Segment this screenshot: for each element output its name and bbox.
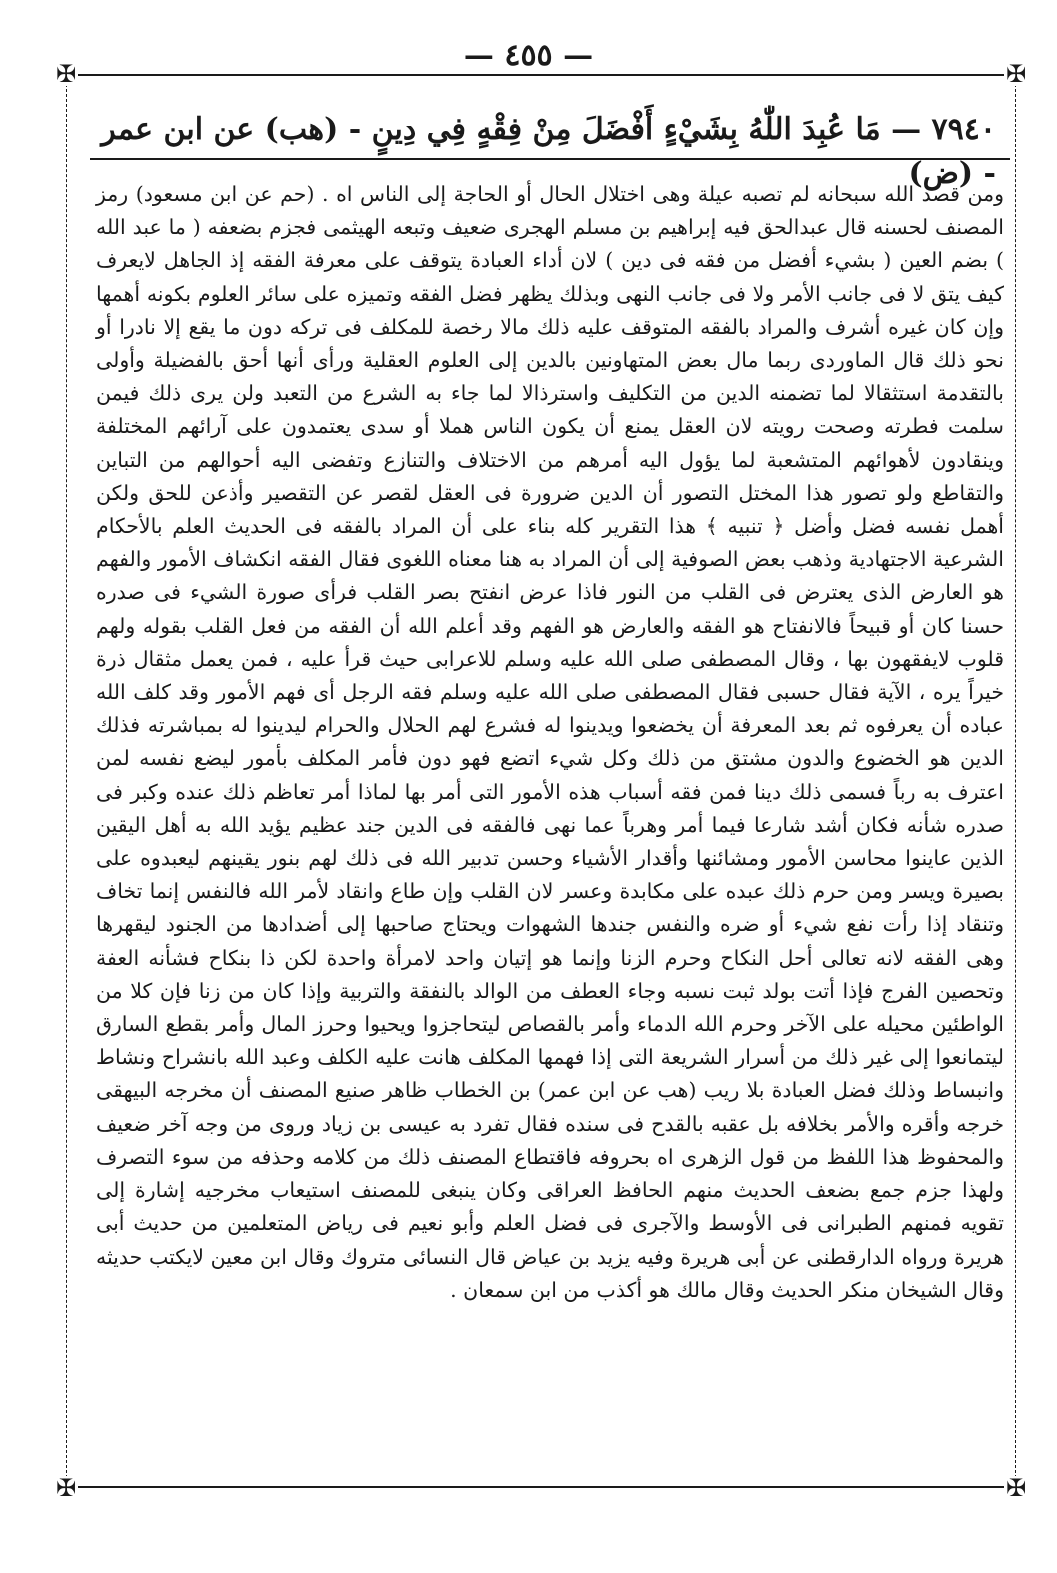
page-number: — ٤٥٥ — (463, 38, 594, 73)
corner-ornament-icon: ✠ (1005, 60, 1027, 88)
section-divider (90, 158, 1010, 160)
commentary-text: ومن قصد الله سبحانه لم تصبه عيلة وهى اختلال الحال أو الحاجة إلى الناس اه . (حم عن ابن مسعود) رمز المصنف لحسنه قال عبدالحق فيه إبراهيم بن مسلم الهجرى ضعيف وتبعه الهيثمى فجزم بضعفه ( ما عبد الله ) بضم العين ( بشيء أفضل من فقه فى دين ) لان أداء العبادة يتوقف على معرفة الفقه إذ الجاهل لايعرف كيف يتق لا فى جانب الأمر ولا فى جانب النهى وبذلك يظهر فضل الفقه وتميزه على سائر العلوم بكونه أهمها وإن كان غيره أشرف والمراد بالفقه المتوقف عليه ذلك مالا رخصة للمكلف فى تركه دون ما يقع إلا نادرا أو نحو ذلك قال الماوردى ربما مال بعض المتهاونين بالدين إلى العلوم العقلية ورأى أنها أحق بالفضيلة وأولى بالتقدمة استثقالا لما تضمنه الدين من التكليف واسترذالا لما جاء به الشرع من التعبد ولن يرى ذلك فيمن سلمت فطرته وصحت رويته لان العقل يمنع أن يكون الناس هملا أو سدى يعتمدون على آرائهم المختلفة وينقادون لأهوائهم المتشعبة لما يؤول اليه أمرهم من الاختلاف والتنازع وتفضى اليه أحوالهم من التباين والتقاطع ولو تصور هذا المختل التصور أن الدين ضرورة فى العقل لقصر عن التقصير وأذعن للحق ولكن أهمل نفسه فضل وأضل ﴿ تنبيه ﴾ هذا التقرير كله بناء على أن المراد بالفقه فى الحديث العلم بالأحكام الشرعية الاجتهادية وذهب بعض الصوفية إلى أن المراد به هنا معناه اللغوى فقال الفقه انكشاف الأمور والفهم هو العارض الذى يعترض فى القلب من النور فاذا عرض انفتح بصر القلب فرأى صورة الشيء فى صدره حسنا كان أو قبيحاً فالانفتاح هو الفقه والعارض هو الفهم وقد أعلم الله أن الفقه من فعل القلب بقوله ولهم قلوب لايفقهون بها ، وقال المصطفى صلى الله عليه وسلم للاعرابى حيث قرأ عليه ، فمن يعمل مثقال ذرة خيراً يره ، الآية فقال حسبى فقال المصطفى صلى الله عليه وسلم فقه الرجل أى فهم الأمور وقد كلف الله عباده أن يعرفوه ثم بعد المعرفة أن يخضعوا ويدينوا له فشرع لهم الحلال والحرام ليدينوا له بمباشرته فذلك الدين هو الخضوع والدون مشتق من ذلك وكل شيء اتضع فهو دون فأمر المكلف بأمور ليضع نفسه لمن اعترف به رباً فسمى ذلك دينا فمن فقه أسباب هذه الأمور التى أمر بها لماذا أمر تعاظم ذلك عنده وكبر فى صدره شأنه فكان أشد شارعا فيما أمر وهرباً عما نهى فالفقه فى الدين جند عظيم يؤيد الله به أهل اليقين الذين عاينوا محاسن الأمور ومشائنها وأقدار الأشياء وحسن تدبير الله فى ذلك لهم بنور يقينهم ليعبدوه على بصيرة ويسر ومن حرم ذلك عبده على مكابدة وعسر لان القلب وإن طاع وانقاد لأمر الله فالنفس إنما تخاف وتنقاد إذا رأت نفع شيء أو ضره والنفس جندها الشهوات ويحتاج صاحبها إلى أضدادها من الجنود ليقهرها وهى الفقه لانه تعالى أحل النكاح وحرم الزنا وإنما هو إتيان واحد لامرأة واحدة لكن ذا بنكاح فشأنه العفة وتحصين الفرج فإذا أتت بولد ثبت نسبه وجاء العطف من الوالد بالنفقة والتربية وإذا كان من زنا فإن كلا من الواطئين محيله على الآخر وحرم الله الدماء وأمر بالقصاص ليتحاجزوا ويحيوا وحرز المال وأمر بقطع السارق ليتمانعوا إلى غير ذلك من أسرار الشريعة التى إذا فهمها المكلف هانت عليه الكلف وعبد الله بانشراح ونشاط وانبساط وذلك فضل العبادة بلا ريب (هب عن ابن عمر) بن الخطاب ظاهر صنيع المصنف أن مخرجه البيهقى خرجه وأقره والأمر بخلافه بل عقبه بالقدح فى سنده فقال تفرد به عيسى بن زياد وروى من وجه آخر ضعيف والمحفوظ هذا اللفظ من قول الزهرى اه بحروفه فاقتطاع المصنف ذلك من كلامه وحذفه من سوء التصرف ولهذا جزم جمع بضعف الحديث منهم الحافظ العراقى وكان ينبغى للمصنف استيعاب مخرجيه إشارة إلى تقويه فمنهم الطبرانى فى الأوسط والآجرى فى فضل العلم وأبو نعيم فى رياض المتعلمين من حديث أبى هريرة ورواه الدارقطنى عن أبى هريرة وفيه يزيد بن عياض قال النسائى متروك وقال ابن معين لايكتب حديثه وقال الشيخان منكر الحديث وقال مالك هو أكذب من ابن سمعان . (96, 182, 1004, 1302)
corner-ornament-icon: ✠ (1005, 1474, 1027, 1502)
corner-ornament-icon: ✠ (55, 1474, 77, 1502)
hadith-text: ٧٩٤٠ — مَا عُبِدَ اللّٰهُ بِشَيْءٍ أَفْضَلَ مِنْ فِقْهٍ فِي دِينٍ - (هب) عن ابن عمر - (ض) (101, 112, 996, 191)
corner-ornament-icon: ✠ (55, 60, 77, 88)
